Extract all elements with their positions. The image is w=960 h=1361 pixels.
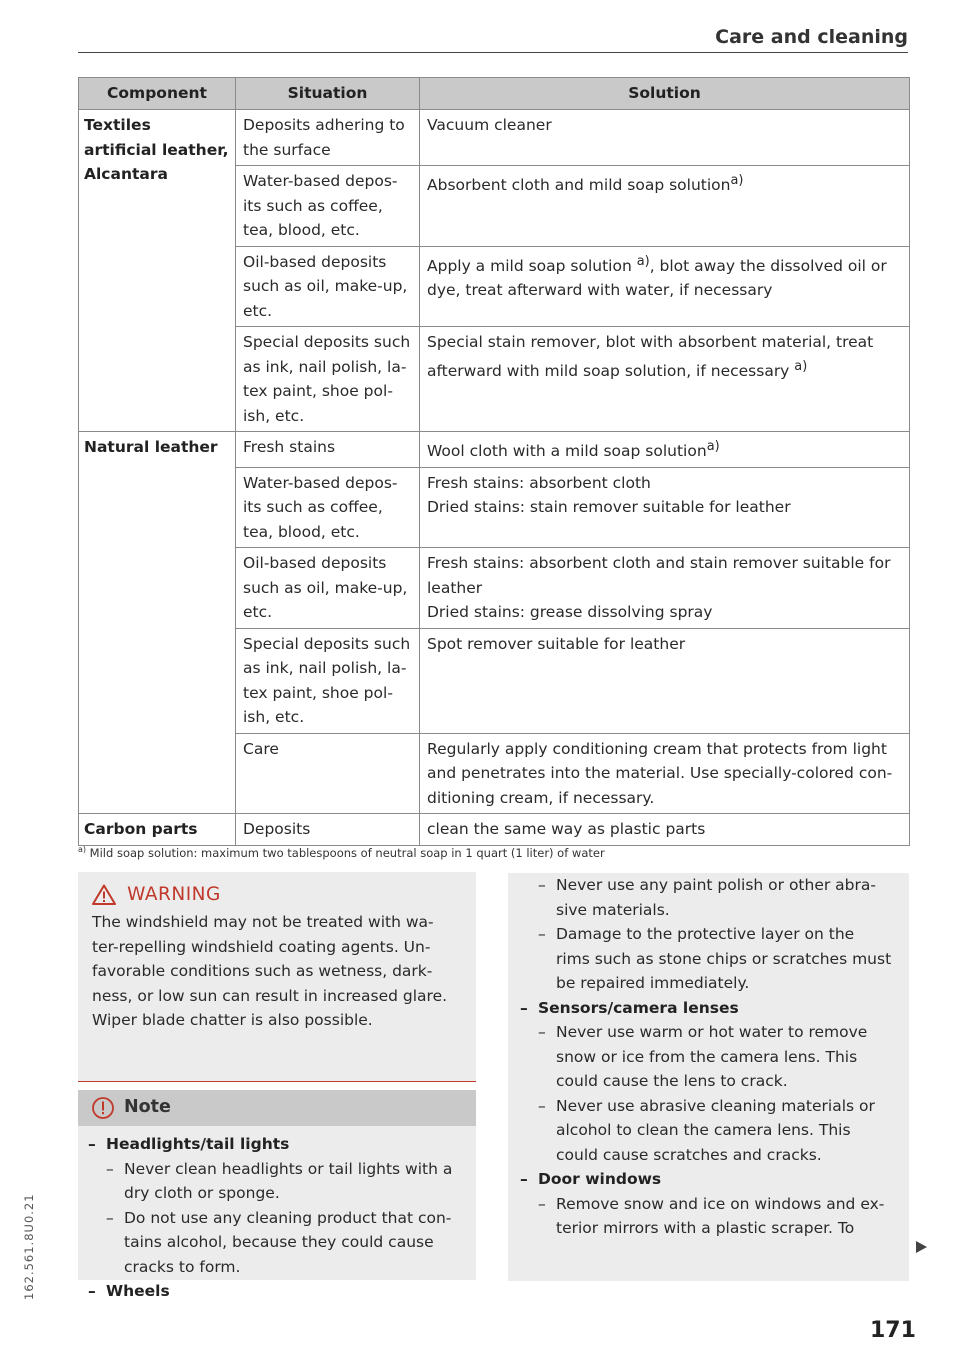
dash: – <box>88 1135 96 1153</box>
list-item-text: Remove snow and ice on windows and ex- terior mirrors with a plastic scraper. To <box>556 1194 885 1237</box>
dash: – <box>538 1194 546 1213</box>
list-item <box>88 1132 468 1157</box>
sensors-heading: Sensors/camera lenses <box>538 998 739 1017</box>
list-item <box>538 1094 905 1168</box>
footnote-text: Mild soap solution: maximum two tablespoons of neutral soap in 1 quart (1 liter) of water <box>86 845 605 860</box>
page-number: 171 <box>870 1318 916 1343</box>
solution-cell: Spot remover suitable for leather <box>420 628 910 733</box>
solution-cell: Fresh stains: absorbent cloth and stain remover suitable for leather Dried stains: grease dissolving spray <box>420 548 910 629</box>
note-continuation-list <box>520 873 905 1241</box>
dash: – <box>520 1170 528 1188</box>
footnote-mark: a) <box>78 845 87 854</box>
solution-text: Absorbent cloth and mild soap solution <box>427 176 731 195</box>
header-title: Care and cleaning <box>715 26 908 48</box>
solution-cell <box>420 246 910 327</box>
dash: – <box>106 1159 114 1178</box>
footnote <box>78 845 605 860</box>
solution-text: Wool cloth with a mild soap solution <box>427 442 707 461</box>
headlights-heading: Headlights/tail lights <box>106 1135 290 1153</box>
list-item <box>538 1020 905 1094</box>
list-item <box>88 1279 468 1304</box>
header-solution: Solution <box>420 78 910 110</box>
solution-text: , blot away the dissolved oil or dye, treat afterward with water, if necessary <box>427 256 887 300</box>
table-header-row <box>79 78 910 110</box>
solution-cell: Regularly apply conditioning cream that protects from light and penetrates into the material. Use specially-colored con- ditioning cream, if necessary. <box>420 733 910 814</box>
warning-box <box>78 872 476 1082</box>
side-code: 162.561.8U0.21 <box>22 1193 36 1300</box>
table-row <box>79 110 910 166</box>
dash: – <box>538 1023 546 1041</box>
situation-cell: Care <box>236 733 420 814</box>
solution-text: Apply a mild soap solution <box>427 256 637 275</box>
warning-triangle-icon <box>92 884 116 905</box>
warning-label: WARNING <box>127 884 221 905</box>
footnote-ref: a) <box>794 358 808 374</box>
list-item-text: Never use abrasive cleaning materials or alcohol to clean the camera lens. This could cause scratches and cracks. <box>556 1096 875 1164</box>
windows-heading: Door windows <box>538 1170 662 1188</box>
list-item-text: Never use any paint polish or other abra- sive materials. <box>556 876 876 919</box>
list-item-text: Never clean headlights or tail lights with a dry cloth or sponge. <box>124 1159 453 1202</box>
list-item-text: Never use warm or hot water to remove snow or ice from the camera lens. This could cause the lens to crack. <box>556 1023 868 1090</box>
component-line: Textiles <box>84 116 151 134</box>
component-line: artificial leather, <box>84 140 229 159</box>
care-table <box>78 77 910 846</box>
list-item-text: Do not use any cleaning product that con- tains alcohol, because they could cause cracks to form. <box>124 1208 452 1276</box>
component-textiles <box>79 110 236 432</box>
solution-text: Special stain remover, blot with absorbent material, treat afterward with mild soap solution, if necessary <box>427 333 874 380</box>
dash: – <box>538 925 546 943</box>
dash: – <box>88 1282 96 1300</box>
situation-cell: Water-based depos- its such as coffee, tea, blood, etc. <box>236 467 420 548</box>
table-row <box>79 432 910 468</box>
header-rule <box>78 52 908 53</box>
solution-cell: clean the same way as plastic parts <box>420 814 910 846</box>
situation-cell: Fresh stains <box>236 432 420 468</box>
situation-cell: Special deposits such as ink, nail polish, la- tex paint, shoe pol- ish, etc. <box>236 327 420 432</box>
list-item <box>520 1167 905 1192</box>
warning-text: The windshield may not be treated with wa- ter-repelling windshield coating agents. Un- favorable conditions such as wetness, dark- ness, or low sun can result in increased glare. Wiper blade chatter is also possible. <box>92 913 448 1029</box>
list-item <box>106 1157 468 1206</box>
solution-cell <box>420 432 910 468</box>
component-natural-leather: Natural leather <box>79 432 236 814</box>
solution-cell: Vacuum cleaner <box>420 110 910 166</box>
header-component: Component <box>79 78 236 110</box>
table-row <box>79 814 910 846</box>
note-continuation-box <box>508 873 909 1281</box>
solution-cell: Fresh stains: absorbent cloth Dried stains: stain remover suitable for leather <box>420 467 910 548</box>
dash: – <box>538 1096 546 1115</box>
situation-cell: Deposits <box>236 814 420 846</box>
situation-cell: Oil-based deposits such as oil, make-up, etc. <box>236 548 420 629</box>
footnote-ref: a) <box>730 173 744 188</box>
component-line: Alcantara <box>84 165 168 183</box>
header-situation: Situation <box>236 78 420 110</box>
situation-cell: Special deposits such as ink, nail polish, la- tex paint, shoe pol- ish, etc. <box>236 628 420 733</box>
continue-arrow-icon <box>915 1240 929 1254</box>
wheels-heading: Wheels <box>106 1282 170 1300</box>
note-box <box>78 1090 476 1300</box>
dash: – <box>538 876 546 894</box>
exclamation-circle-icon <box>91 1096 115 1120</box>
dash: – <box>520 998 528 1017</box>
note-list <box>88 1132 468 1304</box>
component-carbon-parts: Carbon parts <box>79 814 236 846</box>
situation-cell: Oil-based deposits such as oil, make-up, etc. <box>236 246 420 327</box>
dash: – <box>106 1208 114 1227</box>
list-item-text: Damage to the protective layer on the rims such as stone chips or scratches must be repaired immediately. <box>556 925 892 992</box>
list-item <box>538 922 905 996</box>
footnote-ref: a) <box>706 439 720 454</box>
footnote-ref: a) <box>636 253 650 269</box>
list-item <box>538 1192 905 1241</box>
situation-cell: Water-based depos- its such as coffee, tea, blood, etc. <box>236 166 420 247</box>
list-item <box>520 996 905 1021</box>
list-item <box>538 873 905 922</box>
list-item <box>106 1206 468 1280</box>
warning-header <box>78 872 476 906</box>
solution-cell <box>420 327 910 432</box>
note-header <box>78 1090 476 1126</box>
note-label: Note <box>124 1097 171 1117</box>
solution-cell <box>420 166 910 247</box>
situation-cell: Deposits adhering to the surface <box>236 110 420 166</box>
